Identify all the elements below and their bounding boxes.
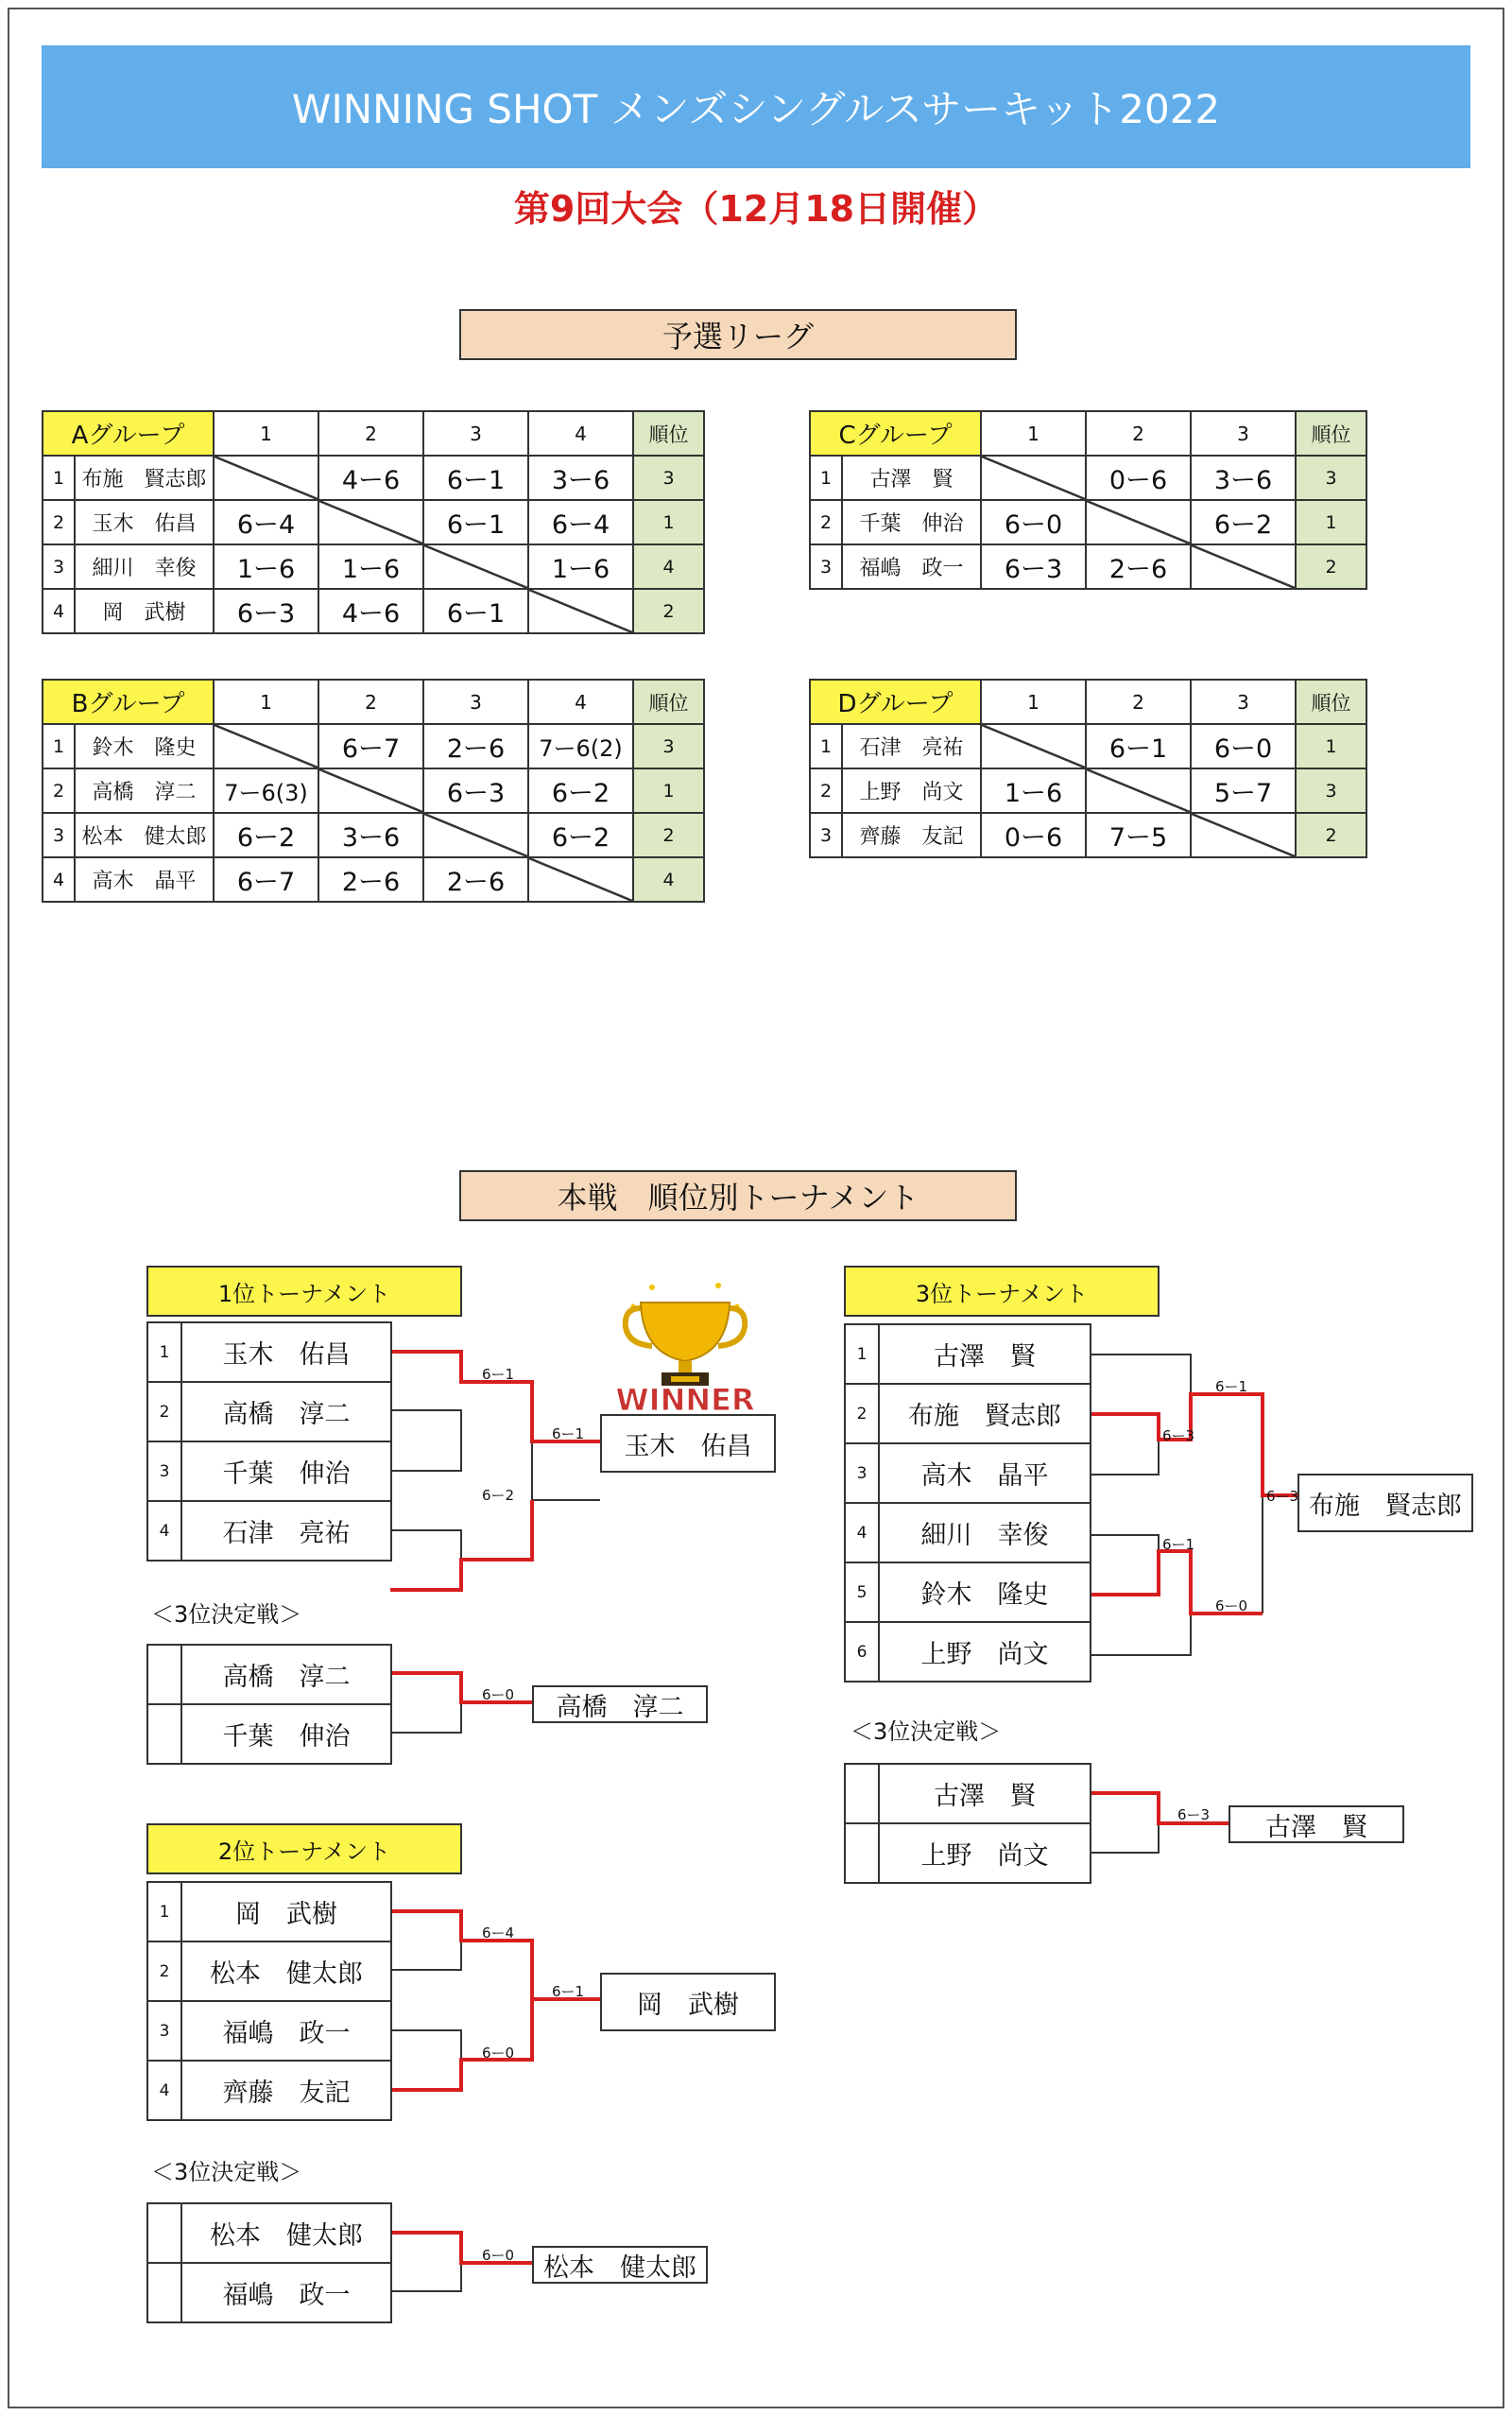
score-cell: 7ー5 [1086, 813, 1191, 857]
row-index: 4 [43, 589, 75, 633]
bracket-line [1090, 1355, 1191, 1394]
score-cell: 6ー1 [423, 589, 528, 633]
score-cell: 1ー6 [318, 544, 423, 589]
group-name: Aグループ [43, 411, 214, 456]
bracket-line [1090, 1614, 1191, 1655]
t2-winner-box [600, 1973, 776, 2031]
player-name: 高木 晶平 [75, 857, 214, 902]
seed-number: 1 [148, 1883, 182, 1941]
seed-number [148, 1705, 182, 1763]
player-row [148, 1502, 390, 1562]
t3-header [844, 1266, 1160, 1317]
bracket-line [390, 1941, 461, 1970]
col-head: 1 [214, 680, 318, 724]
score-cell: 6ー0 [1191, 724, 1296, 768]
bracket-line [390, 2030, 461, 2060]
player-name: 齊藤 友記 [842, 813, 981, 857]
score-cell: 7ー6(2) [528, 724, 633, 768]
player-name: 布施 賢志郎 [75, 456, 214, 500]
player-name: 石津 亮祐 [842, 724, 981, 768]
row-index: 1 [810, 724, 842, 768]
score-cell: 6ー3 [981, 544, 1086, 589]
row-index: 2 [43, 768, 75, 813]
row-index: 1 [810, 456, 842, 500]
rank-cell: 4 [633, 857, 704, 902]
winner-name: 高橋 淳二 [556, 1692, 684, 1722]
score-cell: 6ー7 [214, 857, 318, 902]
player-row [148, 1442, 390, 1502]
third-place-label: ＜3位決定戦＞ [151, 2159, 302, 2185]
player-name: 上野 尚文 [920, 1841, 1049, 1871]
t2-players [146, 1881, 392, 2121]
rank-header: 順位 [1296, 680, 1366, 724]
player-row [148, 1942, 390, 2002]
row-index: 2 [810, 768, 842, 813]
score-cell: 6ー1 [423, 456, 528, 500]
group-name: Cグループ [810, 411, 981, 456]
score-cell: 4ー6 [318, 456, 423, 500]
player-name: 細川 幸俊 [75, 544, 214, 589]
trophy-icon [605, 1278, 775, 1419]
col-head: 3 [1191, 411, 1296, 456]
t1-third-players [146, 1644, 392, 1765]
row-index: 4 [43, 857, 75, 902]
t3-title: 3位トーナメント [915, 1280, 1089, 1307]
t1-winner-box [600, 1414, 776, 1473]
player-name: 鈴木 隆史 [75, 724, 214, 768]
player-name: 細川 幸俊 [920, 1521, 1049, 1550]
col-head: 1 [981, 411, 1086, 456]
rank-cell: 3 [1296, 768, 1366, 813]
league-title: 予選リーグ [662, 319, 814, 354]
score-cell: 6ー3 [423, 768, 528, 813]
rank-cell: 2 [633, 813, 704, 857]
player-row [846, 1385, 1090, 1444]
seed-number: 2 [148, 1383, 182, 1441]
match-score: 6ー1 [1215, 1378, 1248, 1395]
score-cell: 3ー6 [318, 813, 423, 857]
player-row [148, 2002, 390, 2062]
score-cell: 1ー6 [981, 768, 1086, 813]
player-name: 古澤 賢 [842, 456, 981, 500]
t3-third-players [844, 1763, 1091, 1884]
score-cell: 6ー1 [1086, 724, 1191, 768]
page-subtitle: 第9回大会（12月18日開催） [513, 188, 999, 230]
rank-cell: 3 [633, 724, 704, 768]
rank-cell: 1 [633, 768, 704, 813]
score-cell: 2ー6 [423, 724, 528, 768]
score-cell: 4ー6 [318, 589, 423, 633]
bracket-line [1090, 1823, 1159, 1853]
player-name: 上野 尚文 [842, 768, 981, 813]
player-name: 上野 尚文 [920, 1640, 1049, 1669]
t2-third-winner-box [532, 2246, 708, 2284]
player-name: 福嶋 政一 [842, 544, 981, 589]
player-name: 齊藤 友記 [222, 2079, 351, 2108]
player-name: 高橋 淳二 [75, 768, 214, 813]
match-score: 6ー0 [482, 2045, 515, 2062]
player-name: 福嶋 政一 [222, 2019, 351, 2048]
col-head: 1 [981, 680, 1086, 724]
rank-cell: 2 [1296, 813, 1366, 857]
rank-cell: 3 [633, 456, 704, 500]
third-place-label: ＜3位決定戦＞ [850, 1718, 1002, 1745]
bracket-line [1090, 1535, 1159, 1551]
match-score: 6ー1 [482, 1366, 515, 1383]
col-head: 2 [1086, 411, 1191, 456]
match-score: 6ー3 [1177, 1806, 1211, 1823]
seed-number: 5 [846, 1563, 880, 1621]
t1-players [146, 1321, 392, 1562]
col-head: 1 [214, 411, 318, 456]
player-row [846, 1325, 1090, 1385]
score-cell: 2ー6 [423, 857, 528, 902]
match-score: 6ー0 [482, 2247, 515, 2264]
player-row [846, 1563, 1090, 1623]
score-cell: 6ー4 [528, 500, 633, 544]
match-score: 6ー0 [482, 1686, 515, 1703]
seed-number [148, 2264, 182, 2321]
rank-cell: 2 [633, 589, 704, 633]
row-index: 1 [43, 456, 75, 500]
seed-number [148, 1646, 182, 1703]
col-head: 4 [528, 680, 633, 724]
rank-header: 順位 [1296, 411, 1366, 456]
seed-number: 4 [148, 2062, 182, 2119]
score-cell: 2ー6 [1086, 544, 1191, 589]
seed-number [846, 1765, 880, 1822]
player-name: 高木 晶平 [920, 1461, 1049, 1491]
player-name: 岡 武樹 [75, 589, 214, 633]
player-row [148, 2062, 390, 2121]
col-head: 2 [1086, 680, 1191, 724]
seed-number: 3 [846, 1444, 880, 1502]
bracket-line [390, 2263, 461, 2291]
col-head: 4 [528, 411, 633, 456]
seed-number: 2 [846, 1385, 880, 1442]
player-name: 千葉 伸治 [222, 1459, 351, 1489]
player-row [148, 1646, 390, 1705]
match-score: 6ー3 [1266, 1488, 1299, 1505]
group-name: Bグループ [43, 680, 214, 724]
score-cell: 6ー3 [214, 589, 318, 633]
seed-number: 3 [148, 2002, 182, 2060]
t1-third-winner-box [532, 1685, 708, 1723]
t2-third-players [146, 2202, 392, 2323]
t3-winner-box [1297, 1474, 1473, 1532]
seed-number [846, 1824, 880, 1882]
match-score: 6ー4 [482, 1924, 515, 1941]
row-index: 2 [43, 500, 75, 544]
t1-header [146, 1266, 462, 1317]
seed-number: 1 [148, 1323, 182, 1381]
group-name: Dグループ [810, 680, 981, 724]
winner-name: 玉木 佑昌 [624, 1431, 752, 1461]
col-head: 3 [423, 411, 528, 456]
page-title: WINNING SHOT メンズシングルスサーキット2022 [291, 86, 1221, 132]
col-head: 3 [423, 680, 528, 724]
rank-cell: 1 [1296, 500, 1366, 544]
seed-number: 1 [846, 1325, 880, 1383]
trophy-text: WINNER [615, 1382, 755, 1415]
score-cell: 6ー7 [318, 724, 423, 768]
player-name: 玉木 佑昌 [222, 1340, 351, 1370]
player-row [148, 1323, 390, 1383]
match-score: 6ー1 [552, 1983, 585, 2000]
bracket-line [1090, 1440, 1159, 1475]
player-name: 松本 健太郎 [75, 813, 214, 857]
score-cell: 6ー2 [214, 813, 318, 857]
player-row [148, 2204, 390, 2264]
col-head: 3 [1191, 680, 1296, 724]
player-row [148, 2264, 390, 2323]
player-name: 千葉 伸治 [222, 1722, 351, 1752]
t1-title: 1位トーナメント [217, 1280, 391, 1307]
player-name: 高橋 淳二 [222, 1663, 351, 1692]
rank-cell: 4 [633, 544, 704, 589]
player-row [846, 1623, 1090, 1683]
seed-number: 6 [846, 1623, 880, 1681]
score-cell: 6ー2 [1191, 500, 1296, 544]
seed-number: 4 [846, 1504, 880, 1562]
player-row [846, 1504, 1090, 1563]
player-name: 松本 健太郎 [210, 2221, 363, 2251]
score-cell: 0ー6 [1086, 456, 1191, 500]
bracket-line [390, 1410, 461, 1441]
row-index: 1 [43, 724, 75, 768]
row-index: 3 [43, 813, 75, 857]
score-cell: 1ー6 [214, 544, 318, 589]
winner-name: 岡 武樹 [637, 1990, 739, 2020]
score-cell: 3ー6 [528, 456, 633, 500]
winner-name: 布施 賢志郎 [1309, 1491, 1462, 1521]
player-name: 古澤 賢 [934, 1342, 1036, 1372]
main-title: 本戦 順位別トーナメント [557, 1180, 919, 1216]
player-row [148, 1705, 390, 1765]
score-cell: 5ー7 [1191, 768, 1296, 813]
seed-number [148, 2204, 182, 2262]
player-name: 鈴木 隆史 [920, 1580, 1049, 1610]
match-score: 6ー1 [1162, 1536, 1195, 1553]
score-cell: 2ー6 [318, 857, 423, 902]
seed-number: 3 [148, 1442, 182, 1500]
rank-cell: 2 [1296, 544, 1366, 589]
bracket-line [390, 1530, 461, 1560]
rank-header: 順位 [633, 411, 704, 456]
player-row [846, 1765, 1090, 1824]
t3-third-winner-box [1228, 1805, 1404, 1843]
player-row [148, 1883, 390, 1942]
rank-header: 順位 [633, 680, 704, 724]
match-score: 6ー1 [552, 1425, 585, 1442]
score-cell: 7ー6(3) [214, 768, 318, 813]
player-name: 石津 亮祐 [222, 1519, 351, 1548]
player-name: 高橋 淳二 [222, 1400, 351, 1429]
score-cell: 1ー6 [528, 544, 633, 589]
third-place-label: ＜3位決定戦＞ [151, 1601, 302, 1628]
player-name: 岡 武樹 [235, 1900, 337, 1929]
t3-players [844, 1323, 1091, 1683]
player-row [846, 1444, 1090, 1504]
row-index: 3 [43, 544, 75, 589]
score-cell: 6ー4 [214, 500, 318, 544]
row-index: 3 [810, 813, 842, 857]
rank-cell: 1 [1296, 724, 1366, 768]
t2-header [146, 1823, 462, 1874]
row-index: 3 [810, 544, 842, 589]
player-name: 玉木 佑昌 [75, 500, 214, 544]
col-head: 2 [318, 680, 423, 724]
score-cell: 6ー2 [528, 768, 633, 813]
row-index: 2 [810, 500, 842, 544]
score-cell: 3ー6 [1191, 456, 1296, 500]
player-row [846, 1824, 1090, 1884]
winner-name: 古澤 賢 [1265, 1812, 1367, 1842]
score-cell: 6ー2 [528, 813, 633, 857]
score-cell: 0ー6 [981, 813, 1086, 857]
player-name: 福嶋 政一 [222, 2281, 351, 2310]
col-head: 2 [318, 411, 423, 456]
bracket-line [390, 1441, 461, 1471]
player-name: 古澤 賢 [934, 1782, 1036, 1811]
score-cell: 6ー1 [423, 500, 528, 544]
match-score: 6ー2 [482, 1487, 515, 1504]
winner-name: 松本 健太郎 [543, 2252, 696, 2283]
seed-number: 2 [148, 1942, 182, 2000]
rank-cell: 1 [633, 500, 704, 544]
player-name: 布施 賢志郎 [908, 1402, 1061, 1431]
player-name: 松本 健太郎 [210, 1959, 363, 1989]
match-score: 6ー0 [1215, 1597, 1248, 1614]
rank-cell: 3 [1296, 456, 1366, 500]
t2-title: 2位トーナメント [217, 1838, 391, 1865]
score-cell: 6ー0 [981, 500, 1086, 544]
player-name: 千葉 伸治 [842, 500, 981, 544]
seed-number: 4 [148, 1502, 182, 1560]
player-row [148, 1383, 390, 1442]
match-score: 6ー3 [1162, 1427, 1195, 1444]
bracket-line [390, 1702, 461, 1733]
